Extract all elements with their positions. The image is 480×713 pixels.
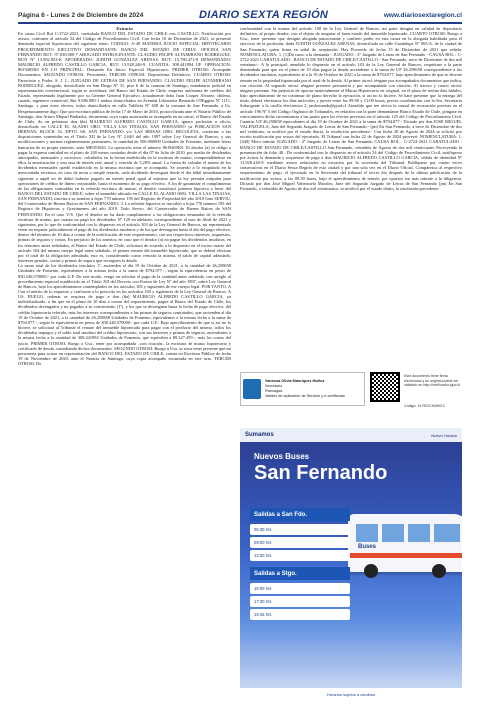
ad-footer: Horarios sujetos a cambios: [240, 688, 462, 700]
article-right-column: [240, 26, 462, 372]
schedule-time: 06:30 hrs: [250, 524, 350, 535]
newspaper-title: DIARIO SEXTA REGIÓN: [199, 9, 329, 21]
judiciary-logo-icon: [243, 379, 261, 399]
page-header: [18, 8, 462, 24]
article-paragraph: conformidad con la norma del artículo 108 de la Ley General de Bancos, mi parte designa en calidad de depositario definitivo, al propio deudor, con el objeto de asegurar el buen estado del inmueble hipotecado. CUARTO OTROSI: Ruego a Usa., tener presente que designo abogado patrocinante y confiero poder en esta causa en la abogada habilitada para el ejercicio de la profesión, doña JUDITH GONZALEZ ARENAS, domiciliada en calle Guadalupe Nº 965-A, de la ciudad de San Fernando, quien firma en señal de aceptación. Hay Proveído de fecha 15 de Diciembre de 2021 que señala: NOMENCLATURA: 1. [1]Da curso a la demanda - JUZGADO : 2º Juzgado de Letras de San Fernando - CAUSA ROL : C-2722-2021 CARATULADO : BANCO DE ESTADO DE CHILE/CASTILLO - San Fernando, trece de Diciembre de dos mil veintiuno.- A lo principal: atendido lo dispuesto en el artículo 103 de la Ley General de Bancos, requiérase a la parte demandada para que en el plazo de 10 días pague la deuda ascendente a la suma de UF 26.258658 correspondiente a los dividendos insolutos, equivalentes al a la 19 de Octubre de 2021 a la suma de $794.077, bajo apercibimiento de que se decrete remate en la propiedad hipotecada por el total de la deuda. Al primer otrosí: téngase por acompañados documentos que indica, con citación. Al segundo otrosí: téngase presente personería y por acompañada con citación. Al tercero y cuarto otrosí: téngase presente. Sin perjuicio de aportar materialmente el Mutuo Hipotecario en original, en el plazo de treinta días hábiles, bajo apercibimiento de no continuar de plano derecho la ejecución, si así no lo hiciere. Se hace presente que la entrega del título deberá efectuarse los días miércoles y jueves entre las 09:00 y 11:00 horas, previa coordinación con la Sra. Secretaria Subrogante a la casilla electrónica 2_sanfernando@pjud.cl Atendido que me afecta la causal de recusación prevista en el artículo 196 Nº 5 del Código Orgánico de Tribunales, en relación con la parte demandante Banco Estado de Chile, póngase en conocimiento dicha circunstancia a las partes para los efectos previstos en el artículo 125 del Código de Procedimiento Civil. Cuantía: UF 26,258658 equivalentes al día 19 de Octubre de 2021 a la suma de $794.077.- Dictado por don JOSE MIGUEL VALENZUELA, Juez del Segundo Juzgado de Letras de San Fernando.- (jm) En San Fernando, a trece de Diciembre de dos mil veintiuno, se notificó por el estado diario, la resolución precedente.- Con fecha 20 de Agosto de 2024 se solicitó por escrito notificación por avisos del ejecutado. El Tribunal con fecha 22 de Agosto de 2024 proveyó: NOMENCLATURA: 1. [440] Mero trámite JUZGADO : 2º Juzgado de Letras de San Fernando CAUSA ROL : C-2722-2021 CARATULADO : BANCO DE ESTADO DE CHILE/CASTILLO San Fernando, veintidós de Agosto de dos mil veinticuatro Proveyendo la presentación de folio 48 : De conformidad con lo dispuesto en el artículo 54 del Código de Procedimiento Civil, notifíquese por avisos la demanda y requiérase de pago a don MAURICIO ALFREDO CASTILLO GARCIA, cédula de identidad Nº 13.928.246-9, mediante avisos redactados en extractos por la secretaría del Tribunal. Publíquese por cuatro veces consecutivas en el Diario Sexta Región de esta ciudad y por una sola vez en el Diario Oficial. Compárezca al respectivo requerimiento de pago, el ejecutado en la Secretaría del tribunal el tercer día después de la última publicación de la notificación por avisos, a las 09:30 horas, bajo el apercibimiento de tenerlo por opuesto sin más trámite a la diligencia. Dictado por don José Miguel Valenzuela Morales, Juez del Segundo Juzgado de Letras de San Fernando (jm) En San Fernando, a veintidós de Agosto de dos mil veinticuatro, se notificó por el estado diario, la resolución precedente.: [240, 26, 462, 191]
article-left-column: [18, 26, 231, 701]
ad-headline-small: Nuevos Buses: [254, 452, 310, 461]
schedule-section-label: Salidas a San Fdo.: [250, 508, 350, 521]
schedule-time: 17:30 hrs: [250, 596, 350, 607]
bus-brand: Buses: [358, 544, 377, 550]
schedule-list: [250, 502, 350, 622]
ad-subtitle: Nuevo Horario: [431, 432, 457, 438]
signature-caption: Validez de aplicación de Servicio y e-certificado: [265, 394, 345, 398]
page-date: Página 6 - Lunes 2 de Diciembre de 2024: [18, 11, 144, 19]
electronic-signature-block: [240, 372, 462, 420]
schedule-time: 09:00 hrs: [250, 537, 350, 548]
verification-text: Este documento tiene firma electrónica y su original puede ser validado en http://verificador.pjud.cl: [404, 374, 461, 388]
article-paragraph: En causa Civil Rol C-2722-2021, caratulada BANCO DEL ESTADO DE CHILE con CASTILLO. Notificación por avisos, conforme al artículo 54 del Código de Procedimiento Civil. Con fecha 10 de Diciembre de 2021, se presentó demanda especial hipotecaria del siguiente tenor: CODIGO: A-48 MATERIA JUICIO ESPECIAL HIPOTECARIO PROCEDIMIENTO EJECUTIVO DEMANDANTE: BANCO DEL ESTADO DE CHILE. OFICINA SAN FERNANDO RUT: 97.030.000-7 ABOGADO PATROCINANTE: CLAUDIO FELIPE ALTAMIRANO RODRIGUEZ. RUN Nº 13.902.853-K APODERADO: JUDITH GONZALEZ ARENAS. RUT: 15.780.471-8 DEMANDADO: MAURICIO ALFREDO CASTILLO GARCIA. RUT: 13.928.246-9. CUANTIA: 308.441894 UF. OPERACION: 8619405K0 EN LO PRINCIPAL: Demanda En Juicio Especial Hipotecario; PRIMER OTROSI: Acompañe Documentos; SEGUNDO OTROSI: Personería; TERCER OTROSI: Deposítense Definitivo; CUARTO OTROSI: Patrocinio y Poder. S. J. L. JUZGADO DE LETRAS DE SAN FERNANDO. CLAUDIO FELIPE ALTAMIRANO RODRIGUEZ, abogado, domiciliado en San Diego Nº 31, piso 6 de la comuna de Santiago, mandatario judicial en representación convencional, según se acreditará, del Banco del Estado de Chile, empresa autónoma de créditos del Estado, representado legalmente por su Gerente General Ejecutivo, actualmente doña Juan Cooper Alvarez, chileno, casado, ingeniero comercial, Rut 9.086.880-1 ambos domiciliados en Avenida Libertador Bernardo O'Higgins Nº 1111, Santiago, y para estos efectos, todos domiciliados en calle Valdivia Nº 408 de la comuna de San Fernando, a Us. Respetuosamente digo: Que por escritura pública de fecha 17 de Mayo de 2010, protocolizada ante el Notario Público de Santiago, don Arturo Miquel Barbados, documento cuya copia autorizada se acompaña en un otrosí, el Banco del Estado de Chile, do en préstamo don (ña) MAURICIO ALFREDO CASTILLO GARCIA, ignoro profesión u oficio, domiciliado en CALLE EL ALAMO ORO, VILLA LAS TINAJAS, SAN FERNANDO ya POBLACION SAN HERNAN, BLOCK 33, DPTO. 68, SAN FERNANDO y/o LAS BRISAS ORO, RECOLETA, conforme a las disposiciones contenidas en el Título XII de la Ley Nº 2.640 del año 1997 sobre Ley General de Bancos, y sus modificaciones y normas reglamentarias pertinentes, la cantidad de 500.000000 Unidades de Fomento, mediante letras bancarias de su propia emisión, serie ME053020. La operación tiene el número 8619405K0. El deudor (a) se obligó a pagar la expresa cantidad en el plazo de 240 meses contados desde el día 07 de Julio de 2010, por medio de dividendos anticipados, mensuales y sucesivos, calculados en la forma establecida en la escritura de mutuo, comprendiéndose en ellos la amortización y una tasa de interés real, anual y vencida de 5,20% anual. La forma de calcular el monto de los dividendos mensuales quedó establecida en la misma escritura que se acompaña. Se acuerdo a lo estipulado en la mencionada escritura, en caso de mora o simple retardo, cada dividendo devengará desde el día hábil inmediatamente siguiente a aquél en de debió haberse pagado un interés penal igual al máximo que la ley permita estipular para operaciones de crédito de dinero reajustable, hasta el momento de su pago efectivo. A fin de garantizar el cumplimiento de las obligaciones contraídas en la referida escritura de mutuo, el deudor constituyó primera hipoteca a favor del BANCO DEL ESTADO DE CHILE, sobre el inmueble ubicado en CALLE EL ALAMO 0692, VILLA LAS TINAJAS, SAN FERNANDO; inscrita a su nombre a fojas 770 número 195 del Registro de Propiedad del año 2010 fono SERVIU, del Conservador de Bienes Raíces de SAN FERNANDO. 3. La referida hipoteca se inscribió a fojas 770 número 195 del Registro de Hipotecas y Gravámenes del año 2010. Todo Servio, del Conservador de Bienes Raíces de SAN FERNANDO. En el caso V/S. Que el deudor no ha dado cumplimiento a las obligaciones emanadas de la referida escritura de mutuo, por cuanto no pagó los dividendos Nº 129 en adelante, correspondiente al mes de Abril de 2021 y siguientes, por lo que de conformidad con lo dispuesto en el artículo 103 de la Ley General de Bancos, mi representado viene en requerir judicialmente el pago de los dividendos insolutos y de los que devenguen hasta el día del pago efectivo, dentro del término de 10 días a contar de la notificación de este requerimiento, con sus respectivos intereses, impuestos, primas de seguros y costas. En perjuicio de los anterior, en caso que el deudor (a) no pague los dividendos insolutos, en los términos antes señalados, el Banco del Estado de Chile, solicitará de acuerdo a lo dispuesto en el inciso cuarto del artículo 104 del mismo cuerpo legal antes señalado, el primer remate del inmueble hipotecado, que se deberá efectuar por el total de la obligación adeudada, esto es, considerando como vencida la misma, el saldo de capital adeudado, intereses penales, costas y primas de seguro que recarguen la deuda.: [18, 31, 231, 264]
signature-box: [240, 372, 365, 406]
signer-place: Rancagua: [265, 389, 283, 393]
website-link[interactable]: www.diariosextaregion.cl: [383, 11, 462, 19]
article-paragraph: La suma total de los dividendos insolutos 1º, ascienden al día 19 de Octubre de 2021, a la cantidad de 26,258658 Unidades de Fomento, equivalentes a la misma fecha a la suma de $794.077.-, según la equivalencia en pesos de $30.240,570000.- por cada U.F. De este modo, vengo en solicitar el pago de la cantidad antes señalada, con arreglo al procedimiento especial establecido en el Título XII del Decreto con Fuerza de Ley Nº del año 1997, sobre Ley General de Bancos, bajo los apercibimientos contemplados en los artículos 103 y siguientes de ese cuerpo legal. POR TANTO, A Con el mérito de lo expuesto y conforme a lo prescrito en los artículos 103 y siguientes de la Ley General de Bancos. A US. RUEGO, ordenar se requiera de pago a don (ña) MAURICIO ALFREDO CASTILLO GARCIA, ya individualizado, a fin que en el plazo de 10 días a contar del requerimiento, pague al Banco del Estado de Chile, los dividendos devengados y no pagados a su vencimiento (1º), y los que se devenguen hasta la fecha de pago efectivo, del crédito hipotecario referido, más los intereses correspondientes a las primas de seguros contratados, que ascienden al día 19 de Octubre de 2021, a la cantidad de 26,258658 Unidades de Fomento, equivalentes a la misma fecha a la suma de $794.077.-, según la equivalencia en pesos de $30.240,570000.- por cada U.F.. Bajo apercibimiento de que si así no lo hiciere, se solicitará al Tribunal el remate del inmueble hipotecado para pagar con el producto del mismo, todos los dividendos impagos y el saldo total insoluto del crédito hipotecario, con sus intereses y primas de seguros, ascendentes a la misma fecha a la cantidad de 308.441894 Unidades de Fomento, que equivalen a $9.327.459.-, más los costas del juicio. PRIMER OTROSI: Ruego a Usa., tener por acompañada –con citación– la escritura de mutuo hipotecario y certificado de deuda, custodiando dichos documentos. SEGUNDO OTROSI: Ruego a Usa. se sirva tener presente que mi personería para actuar en representación del BANCO DEL ESTADO DE CHILE, consta en Escritura Pública de fecha 19 de Noviembre de 2020, ante el Notario de Santiago, cuya copia acompaño escaneada en este acto. TERCER OTROSI: De: [18, 263, 231, 367]
schedule-section-label: Salidas a Stgo.: [250, 567, 350, 580]
ad-headline-city: San Fernando: [254, 462, 388, 484]
bus-advertisement[interactable]: [240, 428, 462, 700]
signer-name: Vanessa Olivia Manríquez Muñoz: [265, 379, 325, 383]
article-title: Extracto: [116, 26, 133, 31]
schedule-time: 12:00 hrs: [250, 550, 350, 561]
signer-role: Secretario: [265, 384, 283, 388]
schedule-time: 15:00 hrs: [250, 583, 350, 594]
ad-brand: Sumamos: [245, 432, 274, 438]
qr-code-icon[interactable]: [370, 372, 400, 402]
bus-illustration-icon: [348, 514, 462, 572]
ad-top-bar: [240, 428, 462, 442]
verification-code: Código: JXYRXCKDMGX: [404, 404, 445, 408]
schedule-time: 19:45 hrs: [250, 609, 350, 620]
